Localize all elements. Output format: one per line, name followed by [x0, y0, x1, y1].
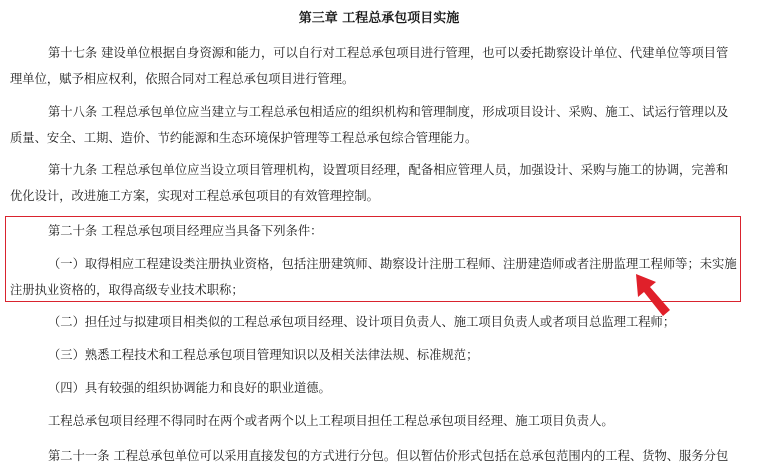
article-17-line-1: 第十七条 建设单位根据自身资源和能力，可以自行对工程总承包项目进行管理，也可以委托勘察设计单位、代建单位等项目管	[48, 46, 729, 60]
article-21	[0, 443, 758, 469]
article-20-closing-text: 工程总承包项目经理不得同时在两个或者两个以上工程项目担任工程总承包项目经理、施工项目负责人。	[48, 414, 614, 428]
article-20-intro	[0, 218, 758, 244]
article-20-item-3-text: （三）熟悉工程技术和工程总承包项目管理知识以及相关法律法规、标准规范；	[48, 348, 479, 362]
article-17	[0, 40, 758, 92]
article-18-line-2: 质量、安全、工期、造价、节约能源和生态环境保护管理等工程总承包综合管理能力。	[10, 131, 478, 145]
article-20-item-1-line-1: （一）取得相应工程建设类注册执业资格，包括注册建筑师、勘察设计注册工程师、注册建造师或者注册监理工程师等；未实施	[48, 257, 737, 271]
article-18	[0, 99, 758, 151]
article-20-closing	[0, 408, 758, 434]
article-20-item-3	[0, 342, 758, 368]
article-20-intro-text: 第二十条 工程总承包项目经理应当具备下列条件：	[48, 224, 323, 238]
article-19-line-1: 第十九条 工程总承包单位应当设立项目管理机构，设置项目经理，配备相应管理人员，加强设计、采购与施工的协调，完善和	[48, 163, 729, 177]
chapter-title: 第三章 工程总承包项目实施	[298, 11, 460, 26]
article-20-item-1-line-2: 注册执业资格的，取得高级专业技术职称；	[10, 283, 244, 297]
article-19-line-2: 优化设计，改进施工方案，实现对工程总承包项目的有效管理控制。	[10, 189, 379, 203]
red-arrow-icon	[630, 270, 674, 320]
article-18-line-1: 第十八条 工程总承包单位应当建立与工程总承包相适应的组织机构和管理制度，形成项目设计、采购、施工、试运行管理以及	[48, 105, 729, 119]
article-19	[0, 157, 758, 209]
article-17-line-2: 理单位，赋予相应权利，依照合同对工程总承包项目进行管理。	[10, 72, 355, 86]
article-20-item-4-text: （四）具有较强的组织协调能力和良好的职业道德。	[48, 381, 331, 395]
article-21-line-1: 第二十一条 工程总承包单位可以采用直接发包的方式进行分包。但以暂估价形式包括在总承包范围内的工程、货物、服务分包	[48, 449, 729, 463]
article-20-item-4	[0, 375, 758, 401]
article-20-item-2-text: （二）担任过与拟建项目相类似的工程总承包项目经理、设计项目负责人、施工项目负责人或者项目总监理工程师；	[48, 315, 676, 329]
